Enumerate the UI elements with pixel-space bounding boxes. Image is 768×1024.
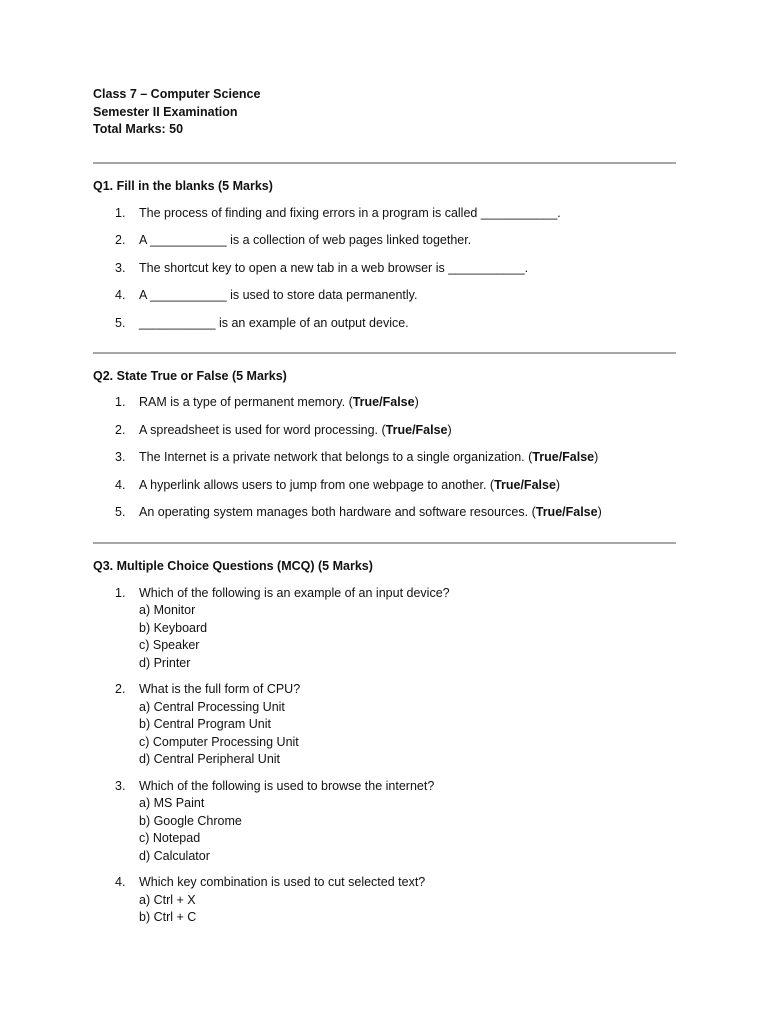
list-item: 5. An operating system manages both hardware and software resources. (True/False): [93, 504, 676, 522]
section-q1: [93, 178, 676, 333]
mcq-item: [93, 778, 676, 866]
item-text: A ___________ is a collection of web pages linked together.: [139, 233, 472, 247]
item-number: 1.: [115, 585, 126, 600]
mcq-item: [93, 681, 676, 769]
item-number: 2.: [115, 682, 126, 696]
divider: [93, 352, 676, 354]
item-text: The process of finding and fixing errors in a program is called ___________.: [139, 205, 561, 220]
list-item: 4. A hyperlink allows users to jump from one webpage to another. (True/False): [93, 477, 676, 495]
section-q1-title: Q1. Fill in the blanks (5 Marks): [93, 178, 273, 193]
section-q2: [93, 368, 676, 522]
list-item: [93, 232, 676, 250]
mcq-item: [93, 874, 676, 927]
item-number: 5.: [115, 505, 126, 519]
item-number: 3.: [115, 260, 126, 275]
exam-header: [93, 86, 676, 139]
mcq-option: a) Monitor: [139, 603, 196, 617]
item-number: 1.: [115, 395, 126, 409]
mcq-option: c) Notepad: [139, 831, 201, 845]
list-item: [93, 260, 676, 278]
mcq-option: a) MS Paint: [139, 796, 205, 810]
item-text: A hyperlink allows users to jump from one webpage to another.: [139, 477, 487, 492]
mcq-question: Which of the following is used to browse the internet?: [139, 778, 435, 793]
section-q2-title: Q2. State True or False (5 Marks): [93, 369, 287, 383]
true-false-label: True/False: [494, 477, 556, 492]
class-subject-line: Class 7 – Computer Science: [93, 87, 261, 101]
true-false-label: True/False: [352, 395, 415, 409]
mcq-option: d) Calculator: [139, 848, 210, 863]
item-text: The Internet is a private network that belongs to a single organization.: [139, 450, 525, 464]
item-number: 2.: [115, 233, 126, 247]
mcq-option: d) Printer: [139, 655, 191, 670]
mcq-option: a) Central Processing Unit: [139, 699, 285, 714]
list-item: [93, 315, 676, 333]
exam-page: [93, 86, 676, 927]
exam-name-line: Semester II Examination: [93, 104, 238, 119]
item-number: 4.: [115, 875, 126, 889]
item-text: RAM is a type of permanent memory.: [139, 395, 346, 409]
mcq-option: a) Ctrl + X: [139, 892, 196, 907]
total-marks-line: Total Marks: 50: [93, 122, 184, 136]
mcq-option: b) Google Chrome: [139, 813, 242, 828]
item-number: 5.: [115, 315, 126, 330]
item-number: 1.: [115, 205, 126, 220]
section-q3-title: Q3. Multiple Choice Questions (MCQ) (5 Marks): [93, 558, 373, 573]
item-number: 4.: [115, 477, 126, 492]
true-false-label: True/False: [385, 422, 448, 437]
mcq-question: Which key combination is used to cut selected text?: [139, 875, 426, 889]
item-number: 2.: [115, 422, 126, 437]
true-false-label: True/False: [535, 505, 598, 519]
item-text: An operating system manages both hardware and software resources.: [139, 505, 529, 519]
item-text: A spreadsheet is used for word processing.: [139, 422, 379, 437]
list-item: 3. The Internet is a private network that belongs to a single organization. (True/False): [93, 449, 676, 467]
divider: [93, 542, 676, 544]
mcq-option: c) Computer Processing Unit: [139, 734, 299, 749]
mcq-question: What is the full form of CPU?: [139, 682, 301, 696]
mcq-option: b) Ctrl + C: [139, 910, 197, 924]
mcq-question: Which of the following is an example of an input device?: [139, 585, 450, 600]
mcq-option: b) Keyboard: [139, 620, 208, 635]
list-item: 1. RAM is a type of permanent memory. (True/False): [93, 394, 676, 412]
mcq-option: b) Central Program Unit: [139, 717, 271, 731]
list-item: 2. A spreadsheet is used for word processing. (True/False): [93, 422, 676, 440]
mcq-item: [93, 585, 676, 673]
list-item: [93, 287, 676, 305]
mcq-option: d) Central Peripheral Unit: [139, 752, 281, 766]
list-item: [93, 205, 676, 223]
item-text: The shortcut key to open a new tab in a web browser is ___________.: [139, 260, 529, 275]
item-number: 3.: [115, 450, 126, 464]
item-number: 3.: [115, 778, 126, 793]
mcq-option: c) Speaker: [139, 638, 200, 652]
divider: [93, 162, 676, 164]
true-false-label: True/False: [532, 450, 595, 464]
item-number: 4.: [115, 288, 126, 302]
item-text: A ___________ is used to store data permanently.: [139, 288, 418, 302]
section-q3: [93, 558, 676, 927]
item-text: ___________ is an example of an output device.: [139, 315, 409, 330]
